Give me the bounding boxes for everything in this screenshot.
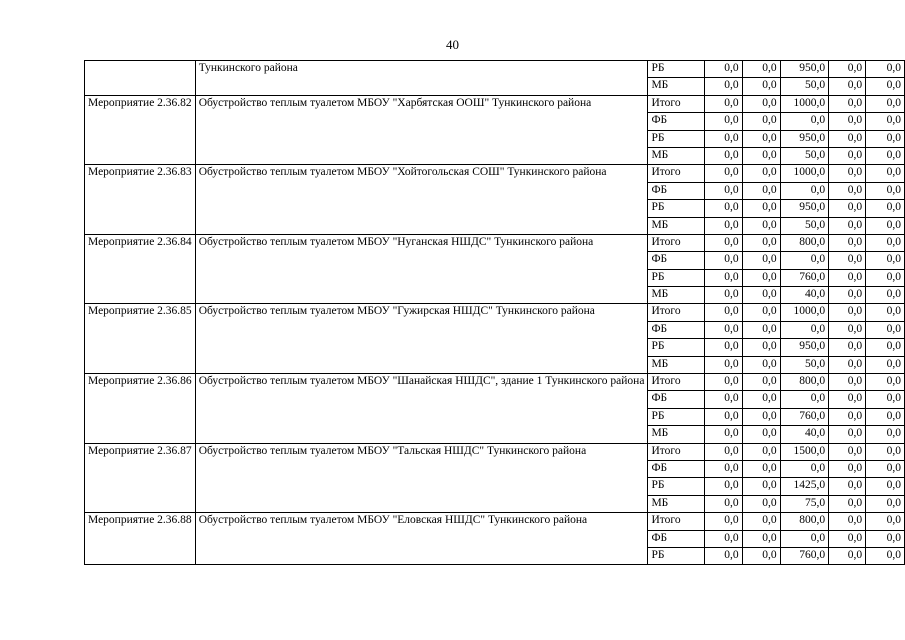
- value-cell: 0,0: [705, 391, 742, 408]
- value-cell: 0,0: [705, 304, 742, 321]
- funding-source-cell: Итого: [648, 513, 705, 530]
- funding-source-cell: МБ: [648, 426, 705, 443]
- value-cell: 0,0: [705, 530, 742, 547]
- value-cell: 0,0: [866, 321, 905, 338]
- funding-source-cell: Итого: [648, 374, 705, 391]
- funding-source-cell: РБ: [648, 130, 705, 147]
- value-cell: 0,0: [705, 356, 742, 373]
- value-cell: 0,0: [742, 200, 780, 217]
- value-cell: 0,0: [829, 165, 866, 182]
- value-cell: 0,0: [829, 95, 866, 112]
- value-cell: 0,0: [742, 95, 780, 112]
- value-cell: 0,0: [705, 217, 742, 234]
- value-cell: 0,0: [705, 78, 742, 95]
- value-cell: 0,0: [705, 182, 742, 199]
- value-cell: 0,0: [742, 165, 780, 182]
- value-cell: 0,0: [866, 217, 905, 234]
- value-cell: 0,0: [829, 339, 866, 356]
- funding-source-cell: МБ: [648, 147, 705, 164]
- value-cell: 0,0: [705, 165, 742, 182]
- value-cell: 0,0: [829, 530, 866, 547]
- value-cell: 0,0: [829, 287, 866, 304]
- value-cell: 950,0: [780, 200, 829, 217]
- funding-source-cell: РБ: [648, 478, 705, 495]
- value-cell: 0,0: [866, 234, 905, 251]
- event-cell: Мероприятие 2.36.84: [85, 234, 196, 304]
- event-cell: [85, 61, 196, 96]
- value-cell: 0,0: [780, 252, 829, 269]
- funding-source-cell: Итого: [648, 443, 705, 460]
- value-cell: 0,0: [829, 374, 866, 391]
- value-cell: 0,0: [742, 287, 780, 304]
- value-cell: 760,0: [780, 408, 829, 425]
- value-cell: 0,0: [829, 321, 866, 338]
- value-cell: 0,0: [866, 304, 905, 321]
- value-cell: 0,0: [780, 321, 829, 338]
- value-cell: 0,0: [705, 408, 742, 425]
- funding-source-cell: МБ: [648, 287, 705, 304]
- funding-source-cell: РБ: [648, 269, 705, 286]
- value-cell: 0,0: [742, 460, 780, 477]
- funding-source-cell: МБ: [648, 495, 705, 512]
- value-cell: 40,0: [780, 287, 829, 304]
- value-cell: 0,0: [866, 443, 905, 460]
- value-cell: 0,0: [829, 234, 866, 251]
- value-cell: 0,0: [742, 321, 780, 338]
- funding-source-cell: ФБ: [648, 530, 705, 547]
- value-cell: 0,0: [742, 356, 780, 373]
- funding-source-cell: Итого: [648, 95, 705, 112]
- value-cell: 0,0: [866, 408, 905, 425]
- value-cell: 0,0: [866, 426, 905, 443]
- value-cell: 0,0: [829, 147, 866, 164]
- value-cell: 0,0: [742, 426, 780, 443]
- event-cell: Мероприятие 2.36.87: [85, 443, 196, 513]
- value-cell: 0,0: [705, 252, 742, 269]
- value-cell: 0,0: [705, 200, 742, 217]
- value-cell: 0,0: [829, 356, 866, 373]
- value-cell: 0,0: [866, 374, 905, 391]
- value-cell: 0,0: [705, 495, 742, 512]
- value-cell: 0,0: [742, 61, 780, 78]
- value-cell: 1000,0: [780, 165, 829, 182]
- value-cell: 950,0: [780, 61, 829, 78]
- table-row: [85, 513, 905, 530]
- value-cell: 1500,0: [780, 443, 829, 460]
- value-cell: 0,0: [866, 61, 905, 78]
- value-cell: 760,0: [780, 547, 829, 564]
- value-cell: 950,0: [780, 130, 829, 147]
- value-cell: 0,0: [742, 495, 780, 512]
- description-cell: Обустройство теплым туалетом МБОУ "Харбятская ООШ" Тункинского района: [195, 95, 648, 165]
- value-cell: 0,0: [866, 460, 905, 477]
- value-cell: 0,0: [829, 304, 866, 321]
- value-cell: 0,0: [742, 217, 780, 234]
- value-cell: 0,0: [866, 547, 905, 564]
- funding-source-cell: МБ: [648, 356, 705, 373]
- value-cell: 0,0: [866, 478, 905, 495]
- value-cell: 0,0: [866, 339, 905, 356]
- value-cell: 0,0: [866, 495, 905, 512]
- value-cell: 0,0: [705, 287, 742, 304]
- value-cell: 0,0: [742, 408, 780, 425]
- value-cell: 0,0: [829, 547, 866, 564]
- funding-source-cell: ФБ: [648, 391, 705, 408]
- value-cell: 0,0: [742, 182, 780, 199]
- value-cell: 0,0: [866, 147, 905, 164]
- value-cell: 0,0: [742, 339, 780, 356]
- value-cell: 0,0: [829, 200, 866, 217]
- value-cell: 0,0: [866, 356, 905, 373]
- value-cell: 0,0: [829, 443, 866, 460]
- value-cell: 0,0: [742, 252, 780, 269]
- value-cell: 0,0: [742, 269, 780, 286]
- value-cell: 0,0: [742, 530, 780, 547]
- funding-source-cell: ФБ: [648, 113, 705, 130]
- value-cell: 0,0: [705, 426, 742, 443]
- funding-source-cell: РБ: [648, 61, 705, 78]
- value-cell: 40,0: [780, 426, 829, 443]
- value-cell: 1425,0: [780, 478, 829, 495]
- description-cell: Тункинского района: [195, 61, 648, 96]
- description-cell: Обустройство теплым туалетом МБОУ "Тальская НШДС" Тункинского района: [195, 443, 648, 513]
- value-cell: 75,0: [780, 495, 829, 512]
- description-cell: Обустройство теплым туалетом МБОУ "Гужирская НШДС" Тункинского района: [195, 304, 648, 374]
- value-cell: 0,0: [742, 130, 780, 147]
- value-cell: 0,0: [829, 426, 866, 443]
- value-cell: 760,0: [780, 269, 829, 286]
- value-cell: 50,0: [780, 147, 829, 164]
- table-row: [85, 61, 905, 78]
- value-cell: 0,0: [742, 443, 780, 460]
- value-cell: 50,0: [780, 356, 829, 373]
- description-cell: Обустройство теплым туалетом МБОУ "Шанайская НШДС", здание 1 Тункинского района: [195, 374, 648, 444]
- value-cell: 0,0: [866, 391, 905, 408]
- value-cell: 0,0: [829, 513, 866, 530]
- value-cell: 0,0: [705, 130, 742, 147]
- value-cell: 0,0: [866, 130, 905, 147]
- value-cell: 0,0: [780, 460, 829, 477]
- value-cell: 0,0: [742, 304, 780, 321]
- event-cell: Мероприятие 2.36.83: [85, 165, 196, 235]
- value-cell: 800,0: [780, 513, 829, 530]
- page-number: 40: [446, 37, 459, 52]
- value-cell: 0,0: [866, 252, 905, 269]
- funding-source-cell: РБ: [648, 339, 705, 356]
- value-cell: 0,0: [705, 547, 742, 564]
- value-cell: 800,0: [780, 374, 829, 391]
- value-cell: 0,0: [705, 95, 742, 112]
- event-cell: Мероприятие 2.36.82: [85, 95, 196, 165]
- value-cell: 0,0: [705, 61, 742, 78]
- table-row: [85, 374, 905, 391]
- funding-source-cell: Итого: [648, 304, 705, 321]
- funding-source-cell: РБ: [648, 200, 705, 217]
- value-cell: 0,0: [742, 147, 780, 164]
- value-cell: 0,0: [705, 374, 742, 391]
- value-cell: 0,0: [705, 513, 742, 530]
- funding-source-cell: ФБ: [648, 182, 705, 199]
- value-cell: 50,0: [780, 78, 829, 95]
- value-cell: 0,0: [705, 269, 742, 286]
- value-cell: 50,0: [780, 217, 829, 234]
- funding-source-cell: РБ: [648, 408, 705, 425]
- value-cell: 0,0: [829, 78, 866, 95]
- event-cell: Мероприятие 2.36.85: [85, 304, 196, 374]
- budget-table: [84, 60, 905, 565]
- funding-source-cell: РБ: [648, 547, 705, 564]
- table-row: [85, 234, 905, 251]
- value-cell: 0,0: [866, 513, 905, 530]
- value-cell: 0,0: [742, 374, 780, 391]
- value-cell: 0,0: [780, 391, 829, 408]
- value-cell: 0,0: [742, 547, 780, 564]
- value-cell: 0,0: [829, 460, 866, 477]
- value-cell: 0,0: [866, 269, 905, 286]
- funding-source-cell: Итого: [648, 165, 705, 182]
- value-cell: 1000,0: [780, 304, 829, 321]
- value-cell: 0,0: [780, 113, 829, 130]
- value-cell: 0,0: [742, 391, 780, 408]
- value-cell: 0,0: [866, 165, 905, 182]
- value-cell: 0,0: [829, 408, 866, 425]
- value-cell: 0,0: [705, 234, 742, 251]
- budget-table-body: [85, 61, 905, 565]
- value-cell: 0,0: [742, 234, 780, 251]
- funding-source-cell: МБ: [648, 217, 705, 234]
- event-cell: Мероприятие 2.36.86: [85, 374, 196, 444]
- value-cell: 0,0: [742, 78, 780, 95]
- value-cell: 0,0: [829, 495, 866, 512]
- table-row: [85, 165, 905, 182]
- value-cell: 0,0: [829, 391, 866, 408]
- value-cell: 0,0: [829, 113, 866, 130]
- value-cell: 0,0: [780, 530, 829, 547]
- value-cell: 0,0: [829, 478, 866, 495]
- event-cell: Мероприятие 2.36.88: [85, 513, 196, 565]
- value-cell: 1000,0: [780, 95, 829, 112]
- funding-source-cell: ФБ: [648, 252, 705, 269]
- value-cell: 0,0: [866, 113, 905, 130]
- value-cell: 0,0: [866, 78, 905, 95]
- value-cell: 0,0: [829, 130, 866, 147]
- value-cell: 0,0: [829, 182, 866, 199]
- value-cell: 0,0: [705, 460, 742, 477]
- description-cell: Обустройство теплым туалетом МБОУ "Нуганская НШДС" Тункинского района: [195, 234, 648, 304]
- value-cell: 0,0: [866, 182, 905, 199]
- funding-source-cell: ФБ: [648, 460, 705, 477]
- table-row: [85, 95, 905, 112]
- funding-source-cell: Итого: [648, 234, 705, 251]
- value-cell: 0,0: [705, 339, 742, 356]
- value-cell: 0,0: [705, 321, 742, 338]
- funding-source-cell: ФБ: [648, 321, 705, 338]
- value-cell: 0,0: [705, 147, 742, 164]
- value-cell: 0,0: [705, 443, 742, 460]
- value-cell: 0,0: [866, 200, 905, 217]
- value-cell: 950,0: [780, 339, 829, 356]
- value-cell: 0,0: [742, 113, 780, 130]
- value-cell: 0,0: [829, 269, 866, 286]
- value-cell: 800,0: [780, 234, 829, 251]
- value-cell: 0,0: [866, 95, 905, 112]
- value-cell: 0,0: [742, 478, 780, 495]
- funding-source-cell: МБ: [648, 78, 705, 95]
- value-cell: 0,0: [829, 61, 866, 78]
- value-cell: 0,0: [866, 287, 905, 304]
- value-cell: 0,0: [829, 252, 866, 269]
- value-cell: 0,0: [705, 113, 742, 130]
- value-cell: 0,0: [829, 217, 866, 234]
- table-row: [85, 304, 905, 321]
- table-row: [85, 443, 905, 460]
- value-cell: 0,0: [705, 478, 742, 495]
- value-cell: 0,0: [866, 530, 905, 547]
- value-cell: 0,0: [742, 513, 780, 530]
- value-cell: 0,0: [780, 182, 829, 199]
- description-cell: Обустройство теплым туалетом МБОУ "Хойтогольская СОШ" Тункинского района: [195, 165, 648, 235]
- description-cell: Обустройство теплым туалетом МБОУ "Еловская НШДС" Тункинского района: [195, 513, 648, 565]
